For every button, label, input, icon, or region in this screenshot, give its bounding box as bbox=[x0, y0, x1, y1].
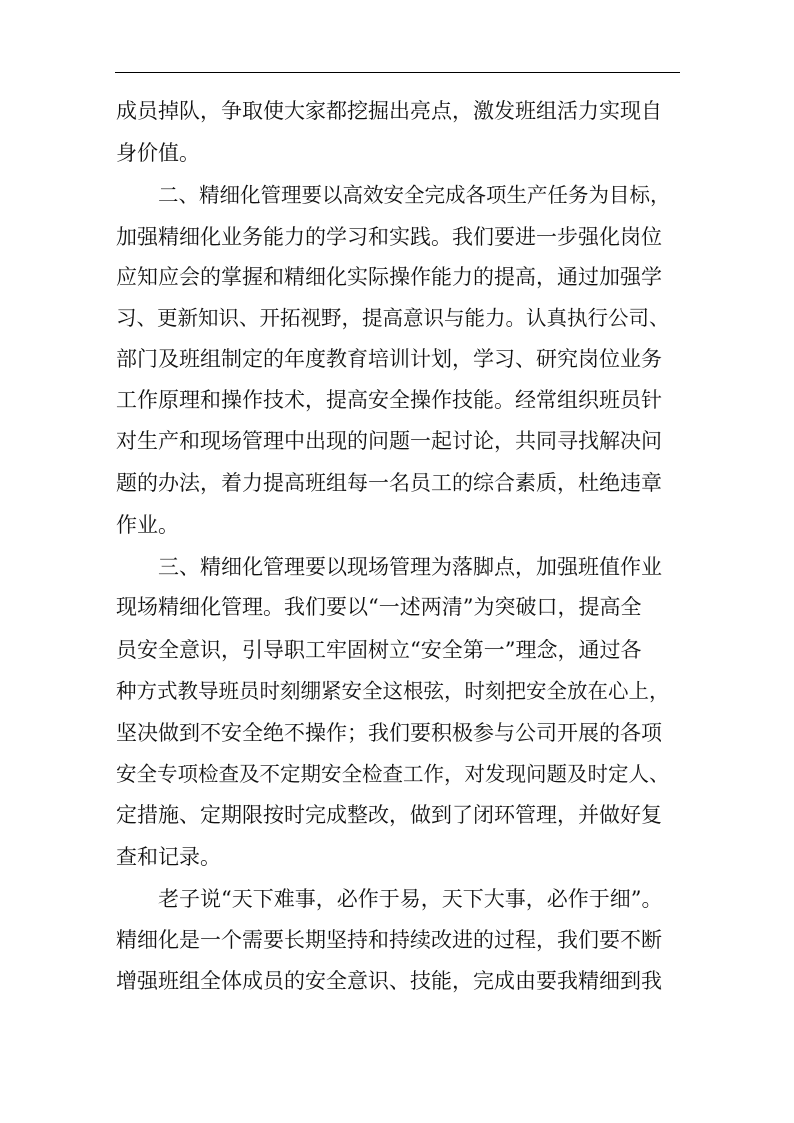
paragraph-start-line: 老子说“天下难事，必作于易，天下大事，必作于细”。 bbox=[158, 887, 663, 911]
text-line: 部门及班组制定的年度教育培训计划，学习、研究岗位业务 bbox=[116, 347, 662, 371]
text-line: 题的办法，着力提高班组每一名员工的综合素质，杜绝违章 bbox=[116, 471, 662, 495]
text-line: 习、更新知识、开拓视野，提高意识与能力。认真执行公司、 bbox=[116, 306, 670, 330]
text-line: 员安全意识，引导职工牢固树立“安全第一”理念，通过各 bbox=[116, 638, 642, 662]
text-line: 安全专项检查及不定期安全检查工作，对发现问题及时定人、 bbox=[116, 762, 670, 786]
text-line: 查和记录。 bbox=[116, 845, 221, 869]
text-line: 现场精细化管理。我们要以“一述两清”为突破口，提高全 bbox=[116, 595, 642, 619]
paragraph-start-line: 三、精细化管理要以现场管理为落脚点，加强班值作业 bbox=[158, 555, 662, 579]
text-line: 工作原理和操作技术，提高安全操作技能。经常组织班员针 bbox=[116, 388, 662, 412]
text-line: 坚决做到不安全绝不操作；我们要积极参与公司开展的各项 bbox=[116, 721, 662, 745]
text-line: 种方式教导班员时刻绷紧安全这根弦，时刻把安全放在心上， bbox=[116, 679, 670, 703]
text-line: 身价值。 bbox=[116, 141, 200, 165]
text-line: 定措施、定期限按时完成整改，做到了闭环管理，并做好复 bbox=[116, 803, 662, 827]
text-line: 成员掉队，争取使大家都挖掘出亮点，激发班组活力实现自 bbox=[116, 99, 662, 123]
paragraph-start-line: 二、精细化管理要以高效安全完成各项生产任务为目标， bbox=[158, 183, 671, 207]
text-line: 增强班组全体成员的安全意识、技能，完成由要我精细到我 bbox=[116, 969, 662, 993]
text-line: 加强精细化业务能力的学习和实践。我们要进一步强化岗位 bbox=[116, 225, 662, 249]
text-line: 对生产和现场管理中出现的问题一起讨论，共同寻找解决问 bbox=[116, 429, 662, 453]
text-line: 精细化是一个需要长期坚持和持续改进的过程，我们要不断 bbox=[116, 928, 662, 952]
text-line: 应知应会的掌握和精细化实际操作能力的提高，通过加强学 bbox=[116, 265, 662, 289]
text-line: 作业。 bbox=[116, 513, 179, 537]
